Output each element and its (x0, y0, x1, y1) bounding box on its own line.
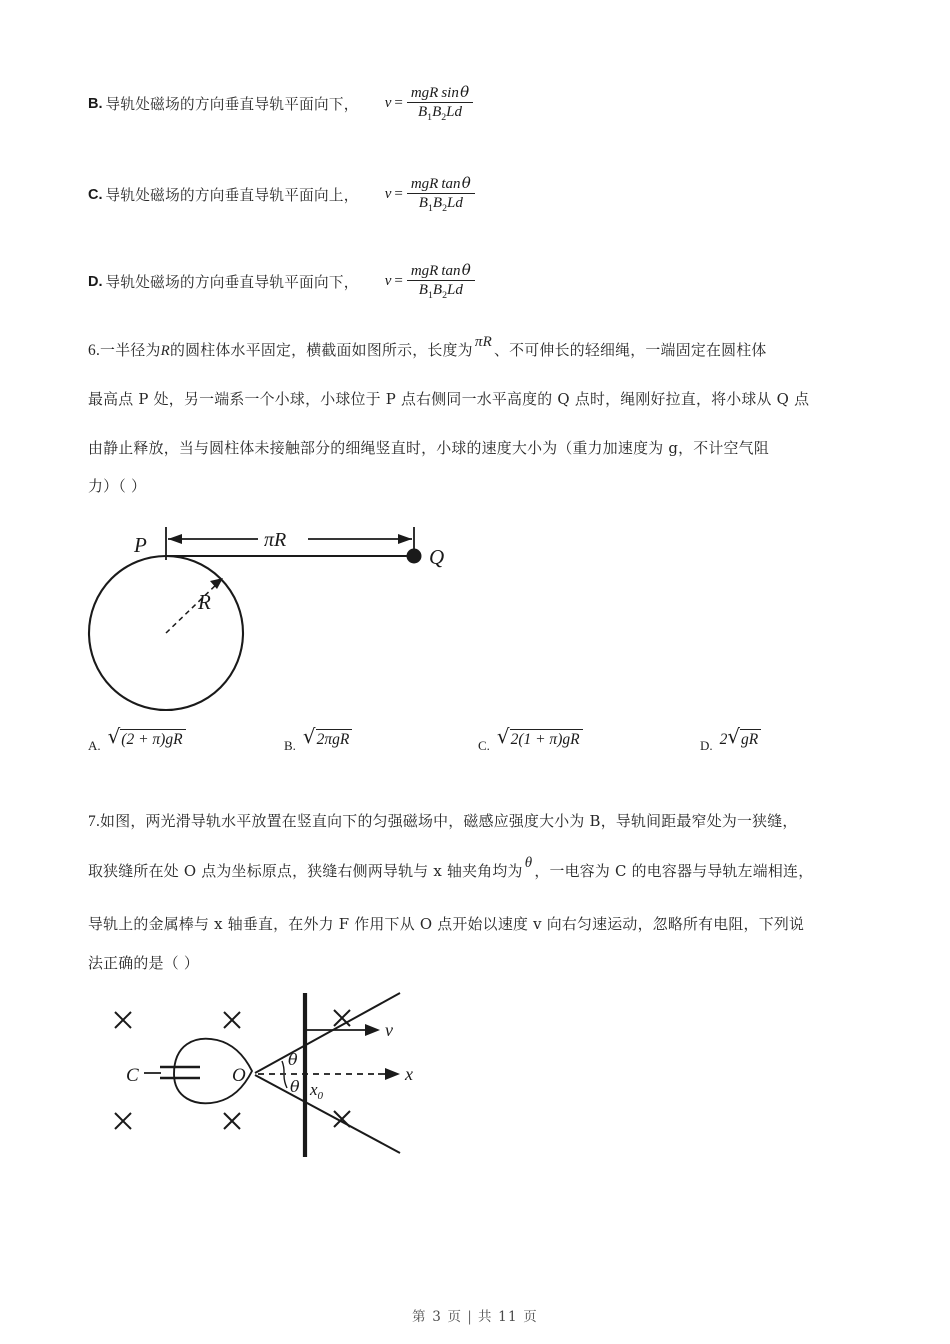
radius-dashed-line (166, 581, 220, 633)
question6-choice-c[interactable] (478, 724, 583, 755)
page-footer (0, 1305, 950, 1325)
radius-arrow-head (210, 578, 223, 589)
footer-total-pages: 共 11 页 (477, 1309, 538, 1325)
question6-line2: 最高点 P 处，另一端系一个小球，小球位于 P 点右侧同一水平高度的 Q 点时，绳刚好拉直，将小球从 Q 点 (88, 390, 810, 408)
question6-var-radius: R (160, 343, 170, 359)
label-axis-x: x (405, 1064, 413, 1084)
choice-b-label: B. (284, 738, 296, 753)
question6-line4: 力）（ ） (88, 477, 147, 495)
question6-rope-length: πR (474, 334, 492, 350)
choice-d-radicand: gR (740, 729, 761, 749)
rail-lower (255, 1075, 400, 1153)
choice-d-label: D. (700, 738, 713, 753)
rails-capacitor-diagram (82, 985, 422, 1185)
question7-number: 7. (88, 813, 101, 830)
question6-choice-b[interactable] (284, 724, 352, 755)
rail-upper (255, 993, 400, 1073)
option-text-c: 导轨处磁场的方向垂直导轨平面向上， (105, 187, 359, 205)
choice-b-radicand: 2πgR (316, 729, 353, 749)
choice-c-radicand: 2(1 + π)gR (510, 729, 583, 749)
question6-line1-part-b: 的圆柱体水平固定，横截面如图所示，长度为 (169, 341, 473, 359)
option-formula-b: v = $\frac{\text{mgR sin θ}}{B_1B_2Ld}$ (385, 84, 474, 124)
label-capacitor-c: C (126, 1065, 139, 1086)
question7-line4: 法正确的是（ ） (88, 954, 199, 972)
question6-line3: 由静止释放，当与圆柱体未接触部分的细绳竖直时，小球的速度大小为（重力加速度为 g，不计空气阻 (88, 439, 769, 457)
question7-figure (82, 985, 422, 1185)
angle-arc-upper (282, 1061, 284, 1073)
question6-number: 6. (88, 342, 101, 359)
question6-figure (86, 505, 506, 720)
cross-icon (334, 1010, 350, 1026)
question7-line1-text: 如图，两光滑导轨水平放置在竖直向下的匀强磁场中，磁感应强度大小为 B，导轨间距最窄处为一狭缝， (100, 812, 798, 830)
cross-icon (115, 1012, 131, 1028)
choice-b-value: √ 2πgR (303, 729, 352, 749)
option-text-d: 导轨处磁场的方向垂直导轨平面向下， (105, 274, 359, 292)
cross-icon (224, 1012, 240, 1028)
choice-d-prefix: 2 (719, 731, 728, 748)
option-formula-c: v = $\frac{\text{mgR tan θ}}{B_1B_2Ld}$ (385, 175, 476, 215)
formula-denominator-b: $B_1B_2Ld$ (417, 104, 463, 124)
choice-c-label: C. (478, 738, 490, 753)
question6-line1 (88, 334, 876, 360)
question7-angle-symbol: θ (524, 855, 533, 871)
question7-line2-part-a: 取狭缝所在处 O 点为坐标原点，狭缝右侧两导轨与 x 轴夹角均为 (88, 862, 523, 880)
question7-line2-part-b: ，一电容为 C 的电容器与导轨左端相连， (534, 862, 814, 880)
option-row-d (88, 262, 870, 302)
formula-numerator-d: mgR tan θ (407, 262, 475, 281)
option-label-c: C. (88, 186, 103, 203)
option-label-b: B. (88, 95, 103, 112)
question7-line1 (88, 810, 876, 831)
cross-icon (115, 1113, 131, 1129)
formula-numerator-c: mgR tan θ (407, 175, 475, 194)
question6-line1-part-a: 一半径为 (100, 341, 161, 359)
label-angle-upper: θ (288, 1050, 298, 1069)
cylinder-rope-diagram (86, 505, 506, 720)
footer-separator: | (467, 1309, 473, 1325)
choice-c-value: √ 2(1 + π)gR (497, 729, 583, 749)
span-arrow-head-left (168, 534, 182, 544)
choice-a-value: √ (2 + π)gR (108, 729, 186, 749)
ball-at-q (407, 549, 422, 564)
label-origin-o: O (232, 1065, 246, 1086)
formula-denominator-d: $B_1B_2Ld$ (418, 282, 463, 302)
label-span-pi-r: πR (264, 529, 287, 551)
option-row-b (88, 84, 870, 124)
question6-choice-a[interactable] (88, 724, 186, 755)
footer-current-page: 第 3 页 (412, 1309, 463, 1325)
span-arrow-head-right (398, 534, 412, 544)
question6-line1-part-c: 、不可伸长的轻细绳，一端固定在圆柱体 (494, 341, 767, 359)
velocity-arrow-head (365, 1024, 380, 1036)
choice-a-radicand: (2 + π)gR (120, 729, 185, 749)
question6-choices (88, 724, 876, 775)
option-formula-d: v = $\frac{\text{mgR tan θ}}{B_1B_2Ld}$ (385, 262, 476, 302)
cross-icon (224, 1113, 240, 1129)
label-velocity-v: v (385, 1020, 393, 1040)
label-p: P (134, 533, 147, 557)
angle-arc-lower (284, 1075, 287, 1088)
question7-line3: 导轨上的金属棒与 x 轴垂直，在外力 F 作用下从 O 点开始以速度 v 向右匀速运动，忽略所有电阻，下列说 (88, 915, 805, 933)
label-position-x0: $x_0$ (310, 1080, 324, 1102)
label-radius: R (198, 590, 211, 614)
label-q: Q (429, 545, 445, 569)
label-angle-lower: θ (290, 1077, 300, 1096)
choice-a-label: A. (88, 738, 101, 753)
x-axis-arrow-head (385, 1068, 400, 1080)
question6-choice-d[interactable] (700, 724, 761, 755)
choice-d-value: 2 √ gR (720, 729, 762, 749)
formula-numerator-b: mgR sin θ (407, 84, 473, 103)
option-label-d: D. (88, 273, 103, 290)
option-text-b: 导轨处磁场的方向垂直导轨平面向下， (105, 96, 359, 114)
question7-line2 (88, 855, 876, 881)
formula-denominator-c: $B_1B_2Ld$ (418, 195, 463, 215)
option-row-c (88, 175, 870, 215)
